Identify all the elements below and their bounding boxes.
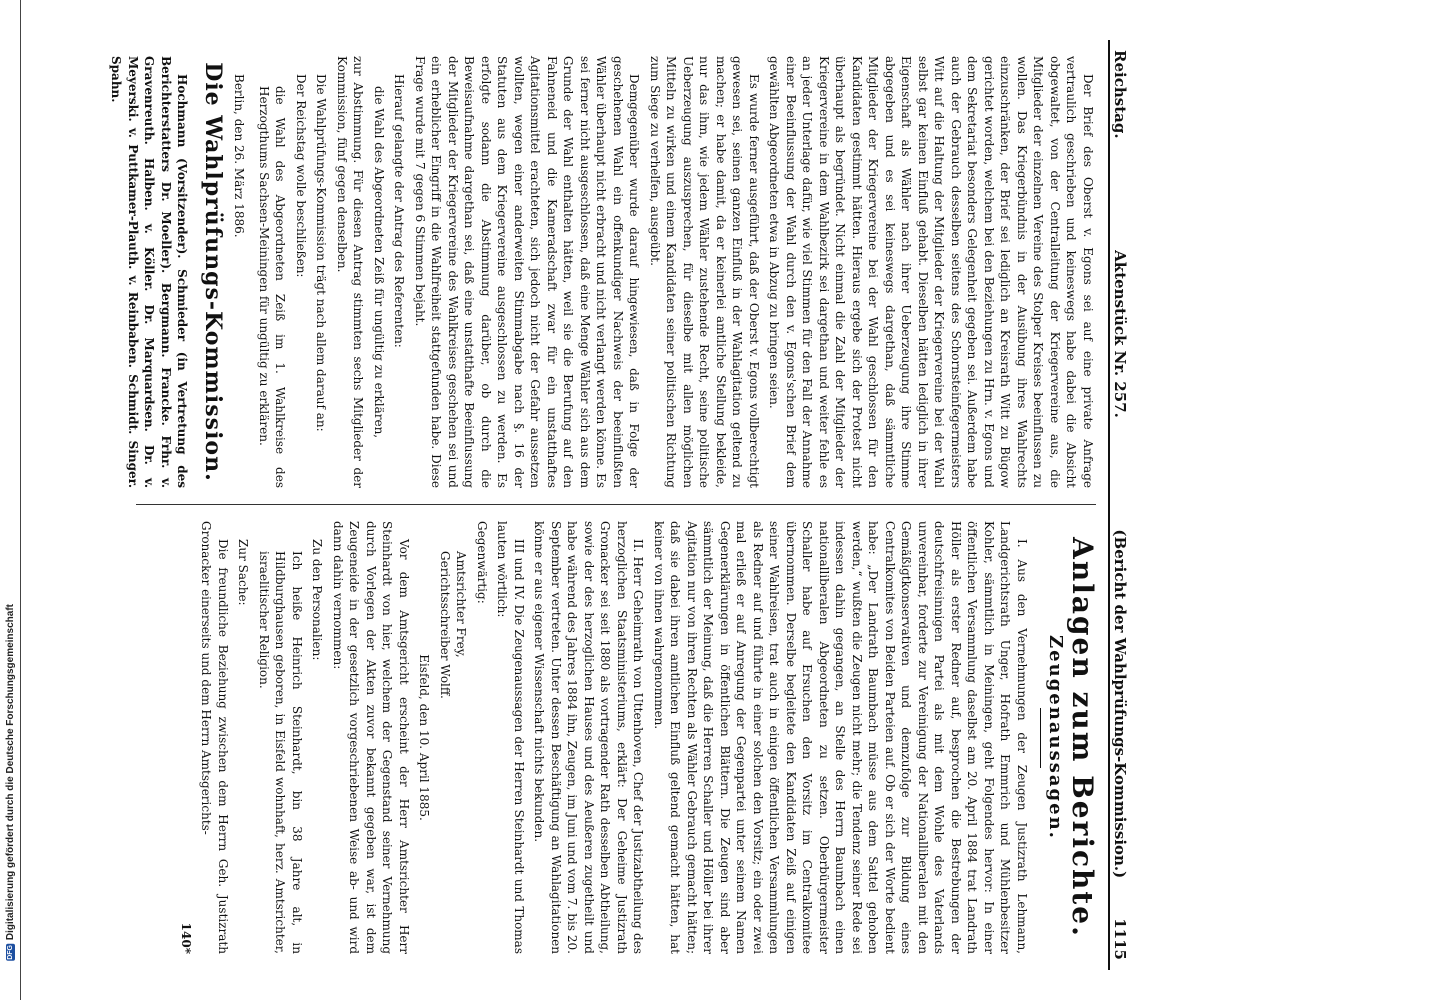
paragraph: Der Reichstag wolle beschließen:: [294, 74, 308, 278]
sub-title: Zeugenaussagen.: [1045, 635, 1067, 840]
paragraph: III und IV. Die Zeugenaussagen der Herren Steinhardt und Thomas lauten wörtlich:: [495, 521, 526, 954]
left-column: [109, 40, 1096, 505]
paragraph: I. Aus den Vernehmungen der Zeugen Justizrath Lehmann, Landgerichtsrath Unger, Hofrath Emmrich und Mühlenbesitzer Kohler, sämmtlich in Meiningen, geht Folgendes hervor: In einer öffentlichen Versammlung daselbst am 20. April 1884 trat Landrath Höller als erster Redner auf, besprochen die Bestrebungen der deutschfreisinnigen Partei als mit dem Wohle des Vaterlands unvereinbar, forderte zur Vereinigung der Nationalliberalen mit den Gemäßigtkonservativen und demzufolge zur Bildung eines Centralkomites von Beiden Parteien auf. Ob er sich der Worte bedient habe: „Der Landrath Baumbach müsse aus dem Sattel gehoben werden,“ wußten die Zeugen nicht mehr; die Tendenz seiner Rede sei indessen dahin gegangen, an Stelle des Herrn Baumbach einen nationalliberalen Abgeordneten zu setzen. Oberbürgermeister Schaller habe auf Ersuchen den Vorsitz im Centralkomitee übernommen. Derselbe begleitete den Kandidaten Zeiß auf einigen seiner Wahlreisen, trat auch in einigen öffentlichen Versammlungen als Redner auf und führte in einer solchen den Vorsitz; ein oder zwei mal erließ er auf Anregung der Gegenpartei unter seinem Namen Gegenerklärungen in öffentlichen Blättern. Die Zeugen sind aber sämmtlich der Meinung, daß die Herren Schaller und Höller bei ihrer Agitation nur von ihren Rechten als Wähler Gebrauch gemacht hätten; daß sie dabei ihren amtlichen Einfluß geltend gemacht hätten, hat keiner von ihnen wahrgenommen.: [652, 521, 1029, 954]
paragraph: Es wurde ferner ausgeführt, daß der Oberst v. Egons vollberechtigt gewesen sei, seinen ganzen Einfluß in der Wahlagitation geltend zu machen; er habe damit, da er keinerlei amtliche Stellung bekleide, nur das ihm, wie jedem Wähler zustehende Recht, seine politische Ueberzeugung auszusprechen, für dieselbe mit allen möglichen Mitteln zu wirken und einem Kandidaten seiner politischen Richtung zum Siege zu verhelfen, ausgeübt.: [648, 56, 761, 488]
columns: [109, 40, 1108, 970]
date-line: Eisfeld, den 10. April 1885.: [417, 654, 432, 821]
signatories: Hochmann (Vorsitzender). Schmieder (in Vertretung des Berichterstatters Dr. Moeller). Bergmann. Francke. Frhr. v. Gravenreuth. Halben. v. Köller. Dr. Marquardsen. Dr. v. Meyerski. v. Puttkamer-Plauth. v. Reinbaben. Schmidt. Singer. Spahn.: [109, 56, 190, 488]
present-name: Gerichtsschreiber Wolff.: [438, 551, 452, 699]
date-line: Berlin, den 26. März 1886.: [232, 74, 247, 238]
header-middle: Aktenstück Nr. 257.: [1111, 250, 1130, 418]
person-text: Ich heiße Heinrich Steinhardt, bin 38 Jahre alt, in Hildburghausen geboren, in Eisfeld wohnhaft, herz. Amtsrichter, israelitischer Religion.: [257, 551, 304, 954]
divider: [1040, 708, 1041, 768]
header-right-note: (Bericht der Wahlprüfungs-Kommission.): [1111, 529, 1130, 879]
digitization-credit: Digitalisierung gefördert durch die Deutsche Forschungsgemeinschaft: [4, 604, 16, 941]
paragraph: Der Brief des Oberst v. Egons sei auf eine private Anfrage vertraulich geschrieben und keineswegs habe dabei die Absicht obgewaltet, von der Centralleitung der Kriegervereine aus, die Mitglieder der einzelnen Vereine des Stolper Kreises beeinflussen zu wollen. Das Kriegerbündnis in der Ausübung ihres Wahlrechts einzuschränken, der Brief sei lediglich an Kreisrath Witt zu Bügow gerichtet worden, welchem bei den Beziehungen zu Hrn. v. Egons und dem Sekretariat besonders Gelegenheit gegeben sei. Außerdem habe auch der Gebrauch desselben seitens des Schornsteinfegermeisters Witt auf die Haltung der Mitglieder der Kriegervereine bei der Wahl selbst gar keinen Einfluß gehabt. Dieselben hätten lediglich in ihrer Eigenschaft als Wähler nach ihrer Ueberzeugung ihre Stimme abgegeben und es sei keineswegs dargethan, daß sämmtliche Mitglieder der Kriegervereine bei der Wahl geschlossen für den Kandidaten gestimmt hätten. Hieraus ergebe sich der Protest nicht überhaupt als begründet. Nicht einmal die Zahl der Mitglieder der Kriegervereine in dem Wahlbezirk sei dargethan und weiter fehle es an jeder Unterlage dafür, wie viel Stimmen für den Fall der Annahme einer Beeinflussung der Wahl durch den v. Egons'schen Brief dem gewählten Abgeordneten etwa in Abzug zu bringen seien.: [767, 56, 1095, 488]
paragraph: II. Herr Geheimrath von Uttenhoven, Chef der Justizabtheilung des herzoglichen Staatsministeriums, erklärt: Der Geheime Justizrath Gronacker sei seit 1880 als vortragender Rath desselben Abtheilung, sowie der des herzoglichen Hauses und des Aeußeren zugetheilt und habe während des Jahres 1884 ihn, Zeugen, im Juni und vom 7. bis 20. September vertreten. Unter dessen Beschäftigung an Wahlagitationen könne er aus eigener Wissenschaft nichts bekunden.: [532, 521, 646, 954]
paragraph: Hierauf gelangte der Antrag des Referenten:: [392, 74, 407, 348]
credit-block: [2, 604, 18, 996]
paragraph: zur Abstimmung. Für diesen Antrag stimmten sechs Mitglieder der Kommission, fünf gegen denselben.: [335, 56, 366, 488]
commission-title: Die Wahlprüfungs-Kommission.: [200, 62, 226, 482]
person-label: Zu den Personalien:: [310, 539, 325, 661]
sidebar: [0, 0, 21, 1000]
page-number: 1115: [1111, 918, 1130, 960]
page-header: [1108, 40, 1140, 970]
scanned-page: [90, 40, 1140, 970]
paragraph: Demgegenüber wurde darauf hingewiesen, daß in Folge der geschehenen Wahl ein offenkundiger Nachweis der beeinflußten Wähler überhaupt nicht erbracht und nicht verlangt werden könne. Es sei ferner nicht ausgeschlossen, daß eine Menge Wähler sich aus dem Grunde der Wahl enthalten hätten, weil sie die Berufung auf den Fahneneid und die Kameradschaft zwar für ein unstatthaftes Agitationsmittel erachteten, sich jedoch nicht der Gefahr aussetzen wollten, wegen einer anderweiten Stimmabgabe nach §. 16 der Statuten aus dem Kriegervereine ausgeschlossen zu werden. Es erfolgte sodann die Abstimmung darüber, ob durch die Beweisaufnahme dargethan sei, daß eine unstatthafte Beeinflussung der Mitglieder der Kriegervereine des Wahlkreises geschehen sei und ein erheblicher Eingriff in die Wahlfreiheit stattgefunden habe. Diese Frage wurde mit 7 gegen 6 Stimmen bejaht.: [413, 56, 642, 488]
motion-text: die Wahl des Abgeordneten Zeiß im 1. Wahlkreise des Herzogthums Sachsen-Meiningen für ungültig zu erklären.: [257, 86, 288, 488]
matter-label: Zur Sache:: [236, 539, 251, 606]
signature-mark: 140*: [179, 922, 193, 954]
court-intro: Vor dem Amtsgericht erscheint der Herr Amtsrichter Herr Steinhardt von hier, welchem der Gegenstand seiner Vernehmung durch Vorlegen der Akten zuvor bekannt gegeben war, ist dem Zeugeneide in der gesetzlich vorgeschriebenen Weise ab- und wird dann dahin vernommen:: [331, 521, 411, 954]
paragraph: Die Wahlprüfungs-Kommission trägt nach allem darauf an:: [314, 74, 329, 432]
present-name: Amtsrichter Frey,: [454, 551, 469, 658]
present-label: Gegenwärtig:: [475, 521, 489, 604]
right-column: [136, 505, 1099, 970]
matter-text: Die freundliche Beziehung zwischen dem Herrn Geh. Justizrath Gronacker einerseits und dem Herrn Amtsgerichts-: [199, 521, 230, 954]
motion-text: die Wahl des Abgeordneten Zeiß für ungültig zu erklären,: [372, 86, 386, 439]
header-left: Reichstag.: [1111, 50, 1130, 139]
dfg-logo-icon: DFG: [6, 945, 14, 960]
section-title: Anlagen zum Berichte.: [1066, 537, 1099, 938]
